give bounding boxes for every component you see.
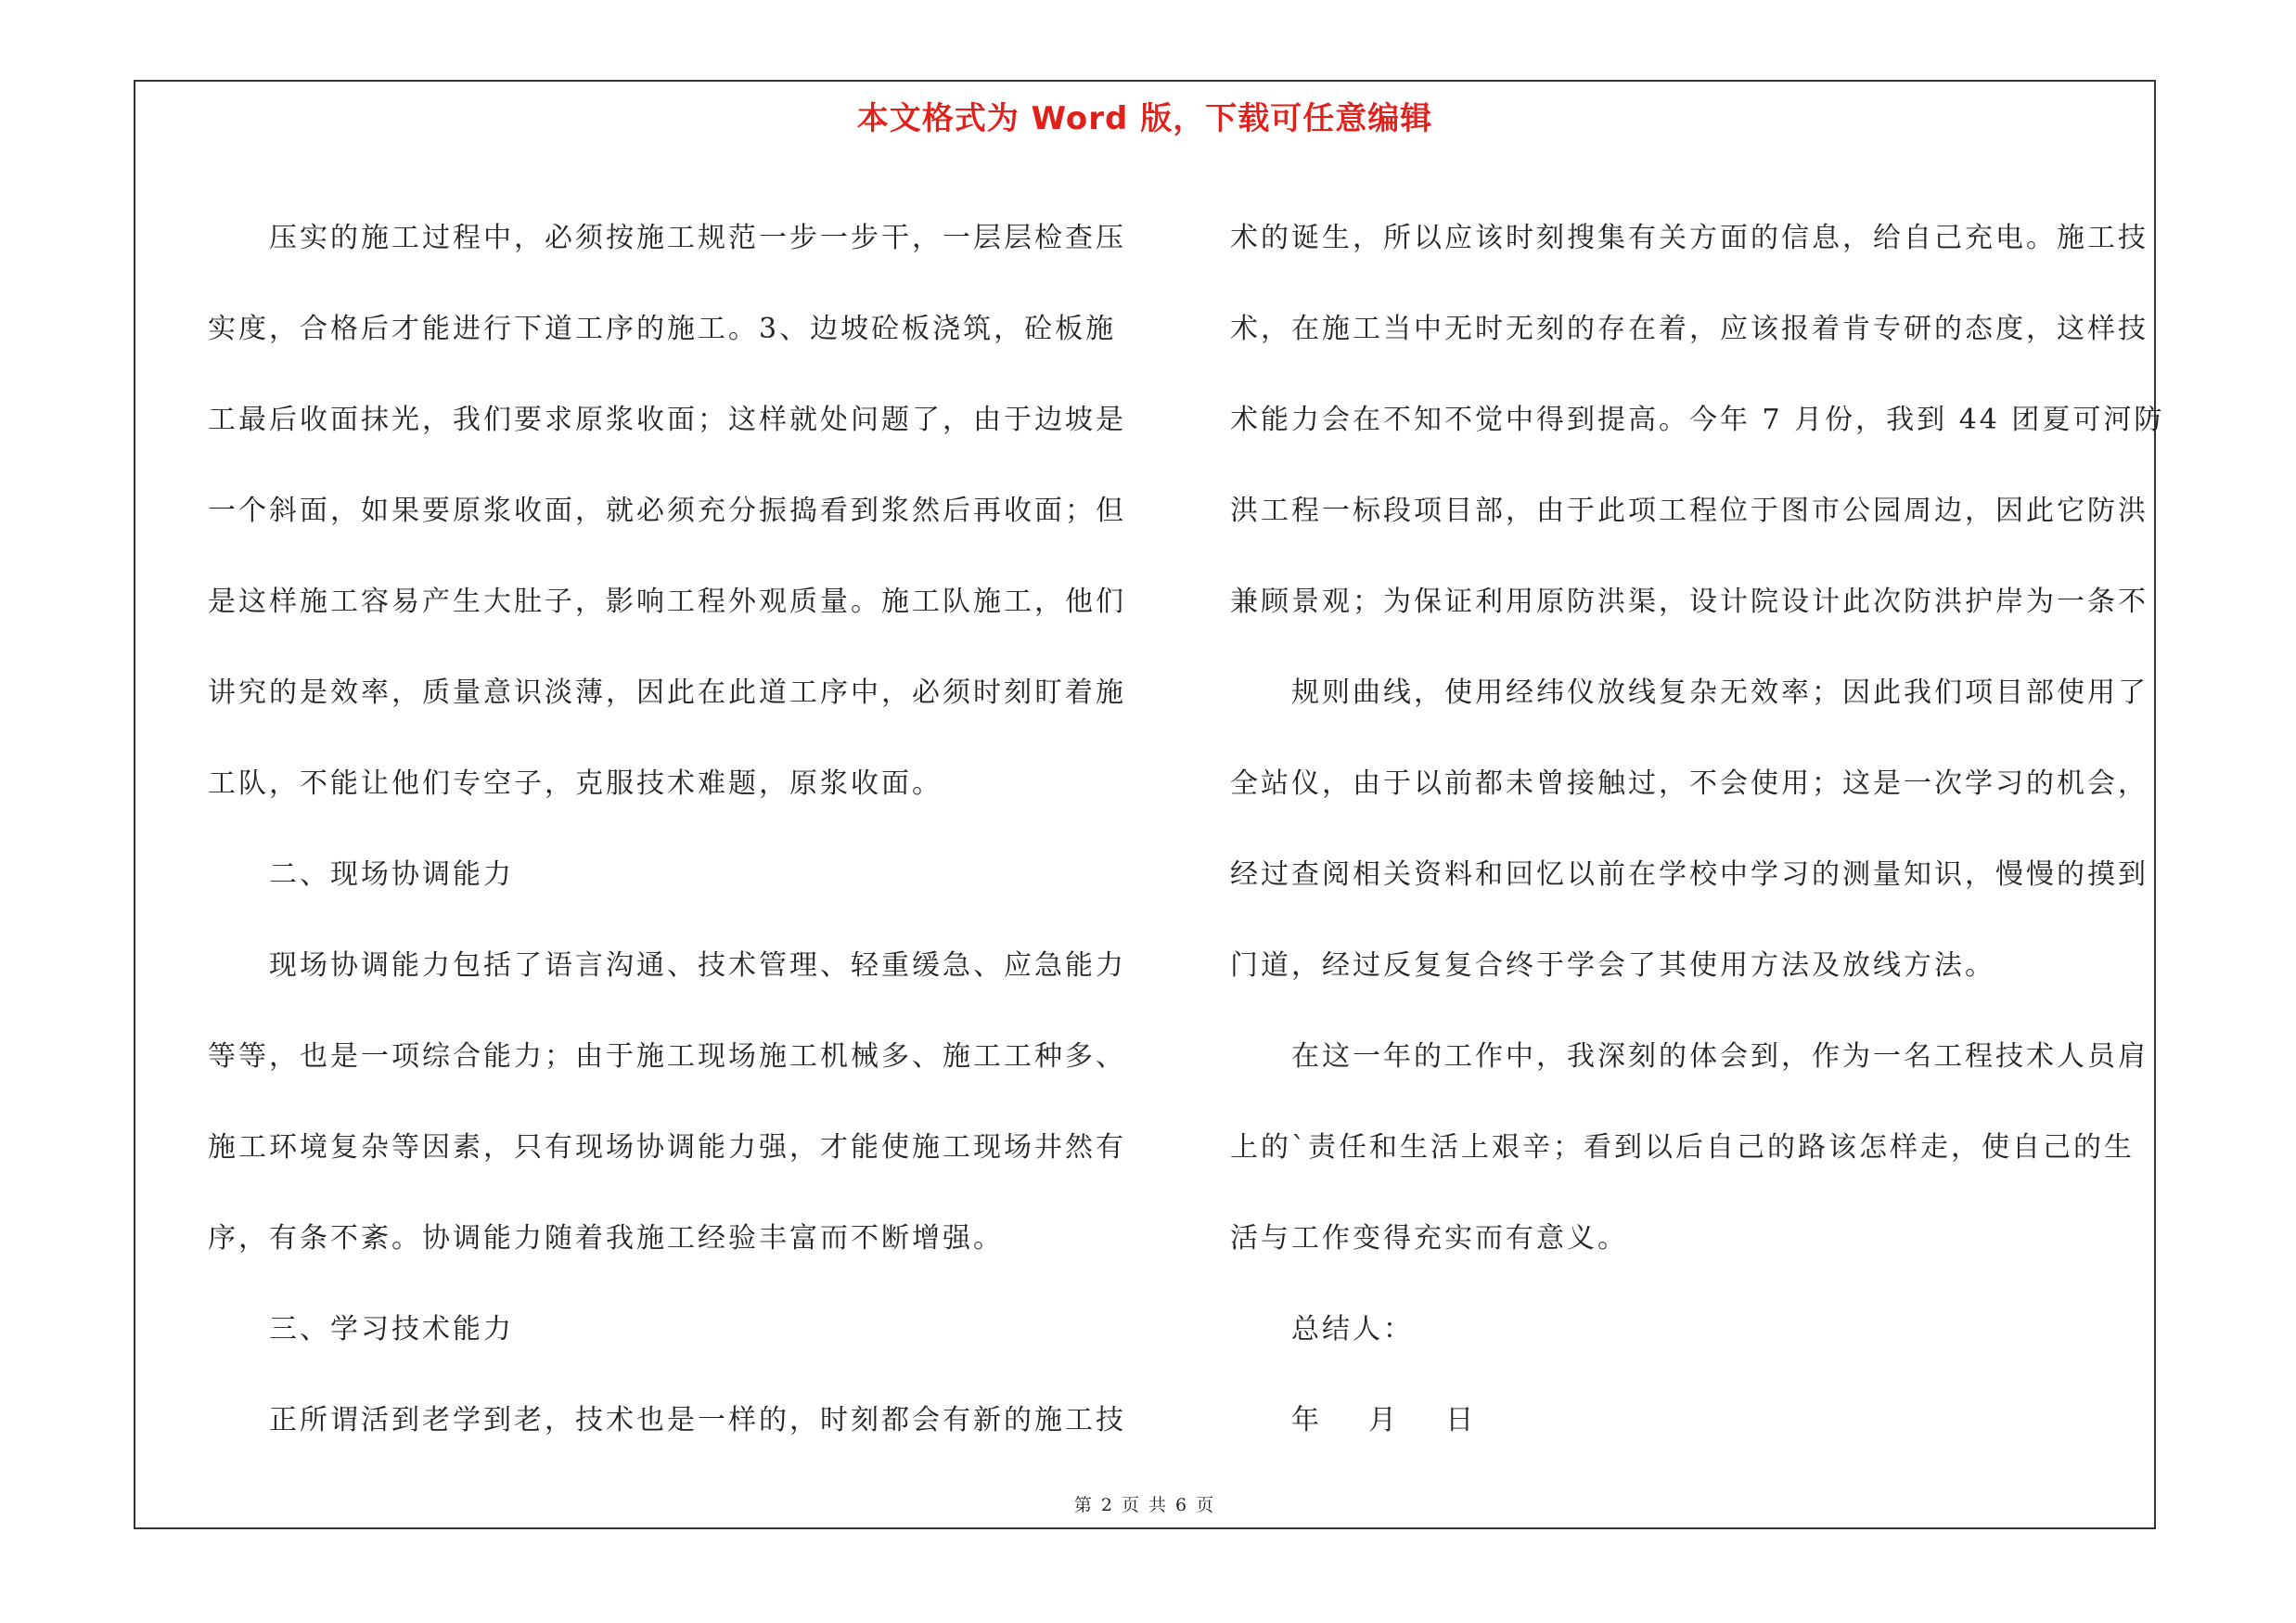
right-line-7: 全站仪，由于以前都未曾接触过，不会使用；这是一次学习的机会， bbox=[1230, 767, 2148, 800]
right-line-4: 洪工程一标段项目部，由于此项工程位于图市公园周边，因此它防洪 bbox=[1230, 495, 2148, 527]
page-number-footer: 第 2 页 共 6 页 bbox=[1073, 1495, 1216, 1515]
right-line-10: 在这一年的工作中，我深刻的体会到，作为一名工程技术人员肩 bbox=[1291, 1040, 2148, 1073]
left-line-9: 现场协调能力包括了语言沟通、技术管理、轻重缓急、应急能力 bbox=[269, 949, 1126, 982]
left-line-11: 施工环境复杂等因素，只有现场协调能力强，才能使施工现场井然有 bbox=[208, 1131, 1126, 1164]
left-line-6: 讲究的是效率，质量意识淡薄，因此在此道工序中，必须时刻盯着施 bbox=[208, 676, 1126, 709]
left-text-column bbox=[208, 193, 1147, 1466]
right-line-9: 门道，经过反复复合终于学会了其使用方法及放线方法。 bbox=[1230, 949, 1995, 982]
right-line-11: 上的`责任和生活上艰辛；看到以后自己的路该怎样走，使自己的生 bbox=[1230, 1131, 2135, 1164]
left-line-2: 实度，合格后才能进行下道工序的施工。3、边坡砼板浇筑，砼板施 bbox=[208, 313, 1117, 345]
left-line-12: 序，有条不紊。协调能力随着我施工经验丰富而不断增强。 bbox=[208, 1222, 1004, 1255]
right-text-column bbox=[1230, 193, 2165, 1466]
right-line-2: 术，在施工当中无时无刻的存在着，应该报着肯专研的态度，这样技 bbox=[1230, 313, 2148, 345]
right-line-8: 经过查阅相关资料和回忆以前在学校中学习的测量知识，慢慢的摸到 bbox=[1230, 858, 2148, 891]
right-line-6: 规则曲线，使用经纬仪放线复杂无效率；因此我们项目部使用了 bbox=[1291, 676, 2148, 709]
date-line: 年 月 日 bbox=[1291, 1404, 1477, 1436]
left-line-3: 工最后收面抹光，我们要求原浆收面；这样就处问题了，由于边坡是 bbox=[208, 404, 1126, 436]
word-format-banner: 本文格式为 Word 版，下载可任意编辑 bbox=[856, 100, 1433, 137]
left-line-1: 压实的施工过程中，必须按施工规范一步一步干，一层层检查压 bbox=[269, 222, 1126, 254]
right-line-5: 兼顾景观；为保证利用原防洪渠，设计院设计此次防洪护岸为一条不 bbox=[1230, 586, 2148, 618]
section-heading-learning: 三、学习技术能力 bbox=[269, 1313, 514, 1346]
left-line-4: 一个斜面，如果要原浆收面，就必须充分振捣看到浆然后再收面；但 bbox=[208, 495, 1126, 527]
left-line-10: 等等，也是一项综合能力；由于施工现场施工机械多、施工工种多、 bbox=[208, 1040, 1126, 1073]
summary-author-label: 总结人： bbox=[1291, 1313, 1414, 1346]
right-line-3: 术能力会在不知不觉中得到提高。今年 7 月份，我到 44 团夏可河防 bbox=[1230, 404, 2165, 436]
right-line-12: 活与工作变得充实而有意义。 bbox=[1230, 1222, 1628, 1255]
left-line-7: 工队，不能让他们专空子，克服技术难题，原浆收面。 bbox=[208, 767, 943, 800]
right-line-1: 术的诞生，所以应该时刻搜集有关方面的信息，给自己充电。施工技 bbox=[1230, 222, 2148, 254]
section-heading-coordination: 二、现场协调能力 bbox=[269, 858, 514, 891]
page-frame bbox=[134, 80, 2165, 1529]
left-line-5: 是这样施工容易产生大肚子，影响工程外观质量。施工队施工，他们 bbox=[208, 586, 1126, 618]
left-line-14: 正所谓活到老学到老，技术也是一样的，时刻都会有新的施工技 bbox=[269, 1404, 1126, 1436]
